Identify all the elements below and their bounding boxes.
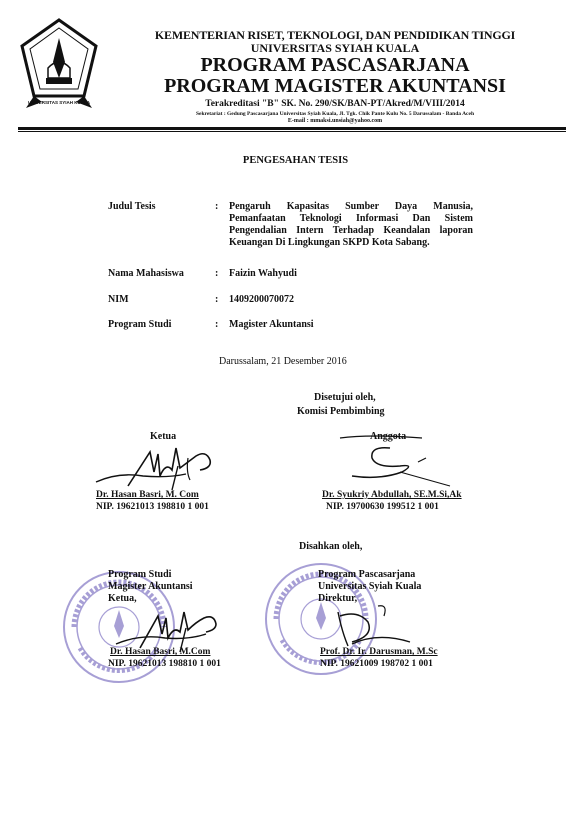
judul-label: Judul Tesis [108, 201, 156, 212]
nama-value: Faizin Wahyudi [229, 268, 297, 279]
approval-line1: Disetujui oleh, [314, 392, 376, 403]
nim-value: 1409200070072 [229, 294, 294, 305]
colon: : [215, 268, 219, 279]
colon: : [215, 294, 219, 305]
university-logo [18, 18, 100, 110]
header-ministry: KEMENTERIAN RISET, TEKNOLOGI, DAN PENDIDIKAN TINGGI [154, 28, 516, 42]
header-rule-thick [18, 127, 566, 130]
pasca-sign-line2: Universitas Syiah Kuala [318, 581, 422, 592]
colon: : [215, 319, 219, 330]
ketua-signature [88, 442, 238, 494]
place-date: Darussalam, 21 Desember 2016 [219, 356, 347, 367]
pasca-sign-nip: NIP. 19621009 198702 1 001 [320, 659, 433, 669]
header-rule-thin [18, 131, 566, 132]
header-email: E-mail : mmaksi.unsiah@yahoo.com [287, 118, 383, 124]
judul-value: Pengaruh Kapasitas Sumber Daya Manusia, Pemanfaatan Teknologi Informasi Dan Sistem Pengendalian Intern Terhadap Keandalan laporan Keuangan Di Lingkungan SKPD Kota Sabang. [229, 201, 473, 248]
pasca-signature [318, 602, 428, 652]
ketua-name: Dr. Hasan Basri, M. Com [96, 490, 199, 500]
prodi-sign-nip: NIP. 19621013 198810 1 001 [108, 659, 221, 669]
header-university: UNIVERSITAS SYIAH KUALA [250, 41, 420, 55]
anggota-name: Dr. Syukriy Abdullah, SE.M.Si,Ak [322, 490, 462, 500]
anggota-nip: NIP. 19700630 199512 1 001 [326, 502, 439, 512]
prodi-label: Program Studi [108, 319, 172, 330]
prodi-sign-line3: Ketua, [108, 593, 137, 604]
anggota-signature [330, 432, 470, 490]
ketua-role: Ketua [150, 431, 177, 442]
header-accreditation: Terakreditasi "B" SK. No. 290/SK/BAN-PT/Akred/M/VIII/2014 [205, 99, 465, 109]
pasca-sign-name: Prof. Dr. Ir. Darusman, M.Sc [320, 647, 438, 657]
prodi-value: Magister Akuntansi [229, 319, 314, 330]
logo-text: UNIVERSITAS SYIAH KUALA [28, 100, 90, 105]
nama-label: Nama Mahasiswa [108, 268, 184, 279]
ketua-nip: NIP. 19621013 198810 1 001 [96, 502, 209, 512]
prodi-sign-line2: Magister Akuntansi [108, 581, 193, 592]
ratified-label: Disahkan oleh, [299, 541, 363, 552]
anggota-role: Anggota [370, 431, 407, 442]
approval-line2: Komisi Pembimbing [297, 406, 385, 417]
header-program-pascasarjana: PROGRAM PASCASARJANA [200, 54, 470, 76]
colon: : [215, 201, 219, 212]
header-program-magister: PROGRAM MAGISTER AKUNTANSI [164, 75, 506, 97]
header-address: Sekretariat : Gedung Pascasarjana Universitas Syiah Kuala, Jl. Tgk. Chik Pante Kulu No. 5 Darussalam - Banda Aceh [195, 111, 475, 117]
prodi-sign-name: Dr. Hasan Basri, M.Com [110, 647, 211, 657]
pasca-sign-line3: Direktur, [318, 593, 358, 604]
document-title: PENGESAHAN TESIS [242, 155, 349, 166]
nim-label: NIM [108, 294, 129, 305]
prodi-sign-line1: Program Studi [108, 569, 172, 580]
pasca-sign-line1: Program Pascasarjana [318, 569, 416, 580]
